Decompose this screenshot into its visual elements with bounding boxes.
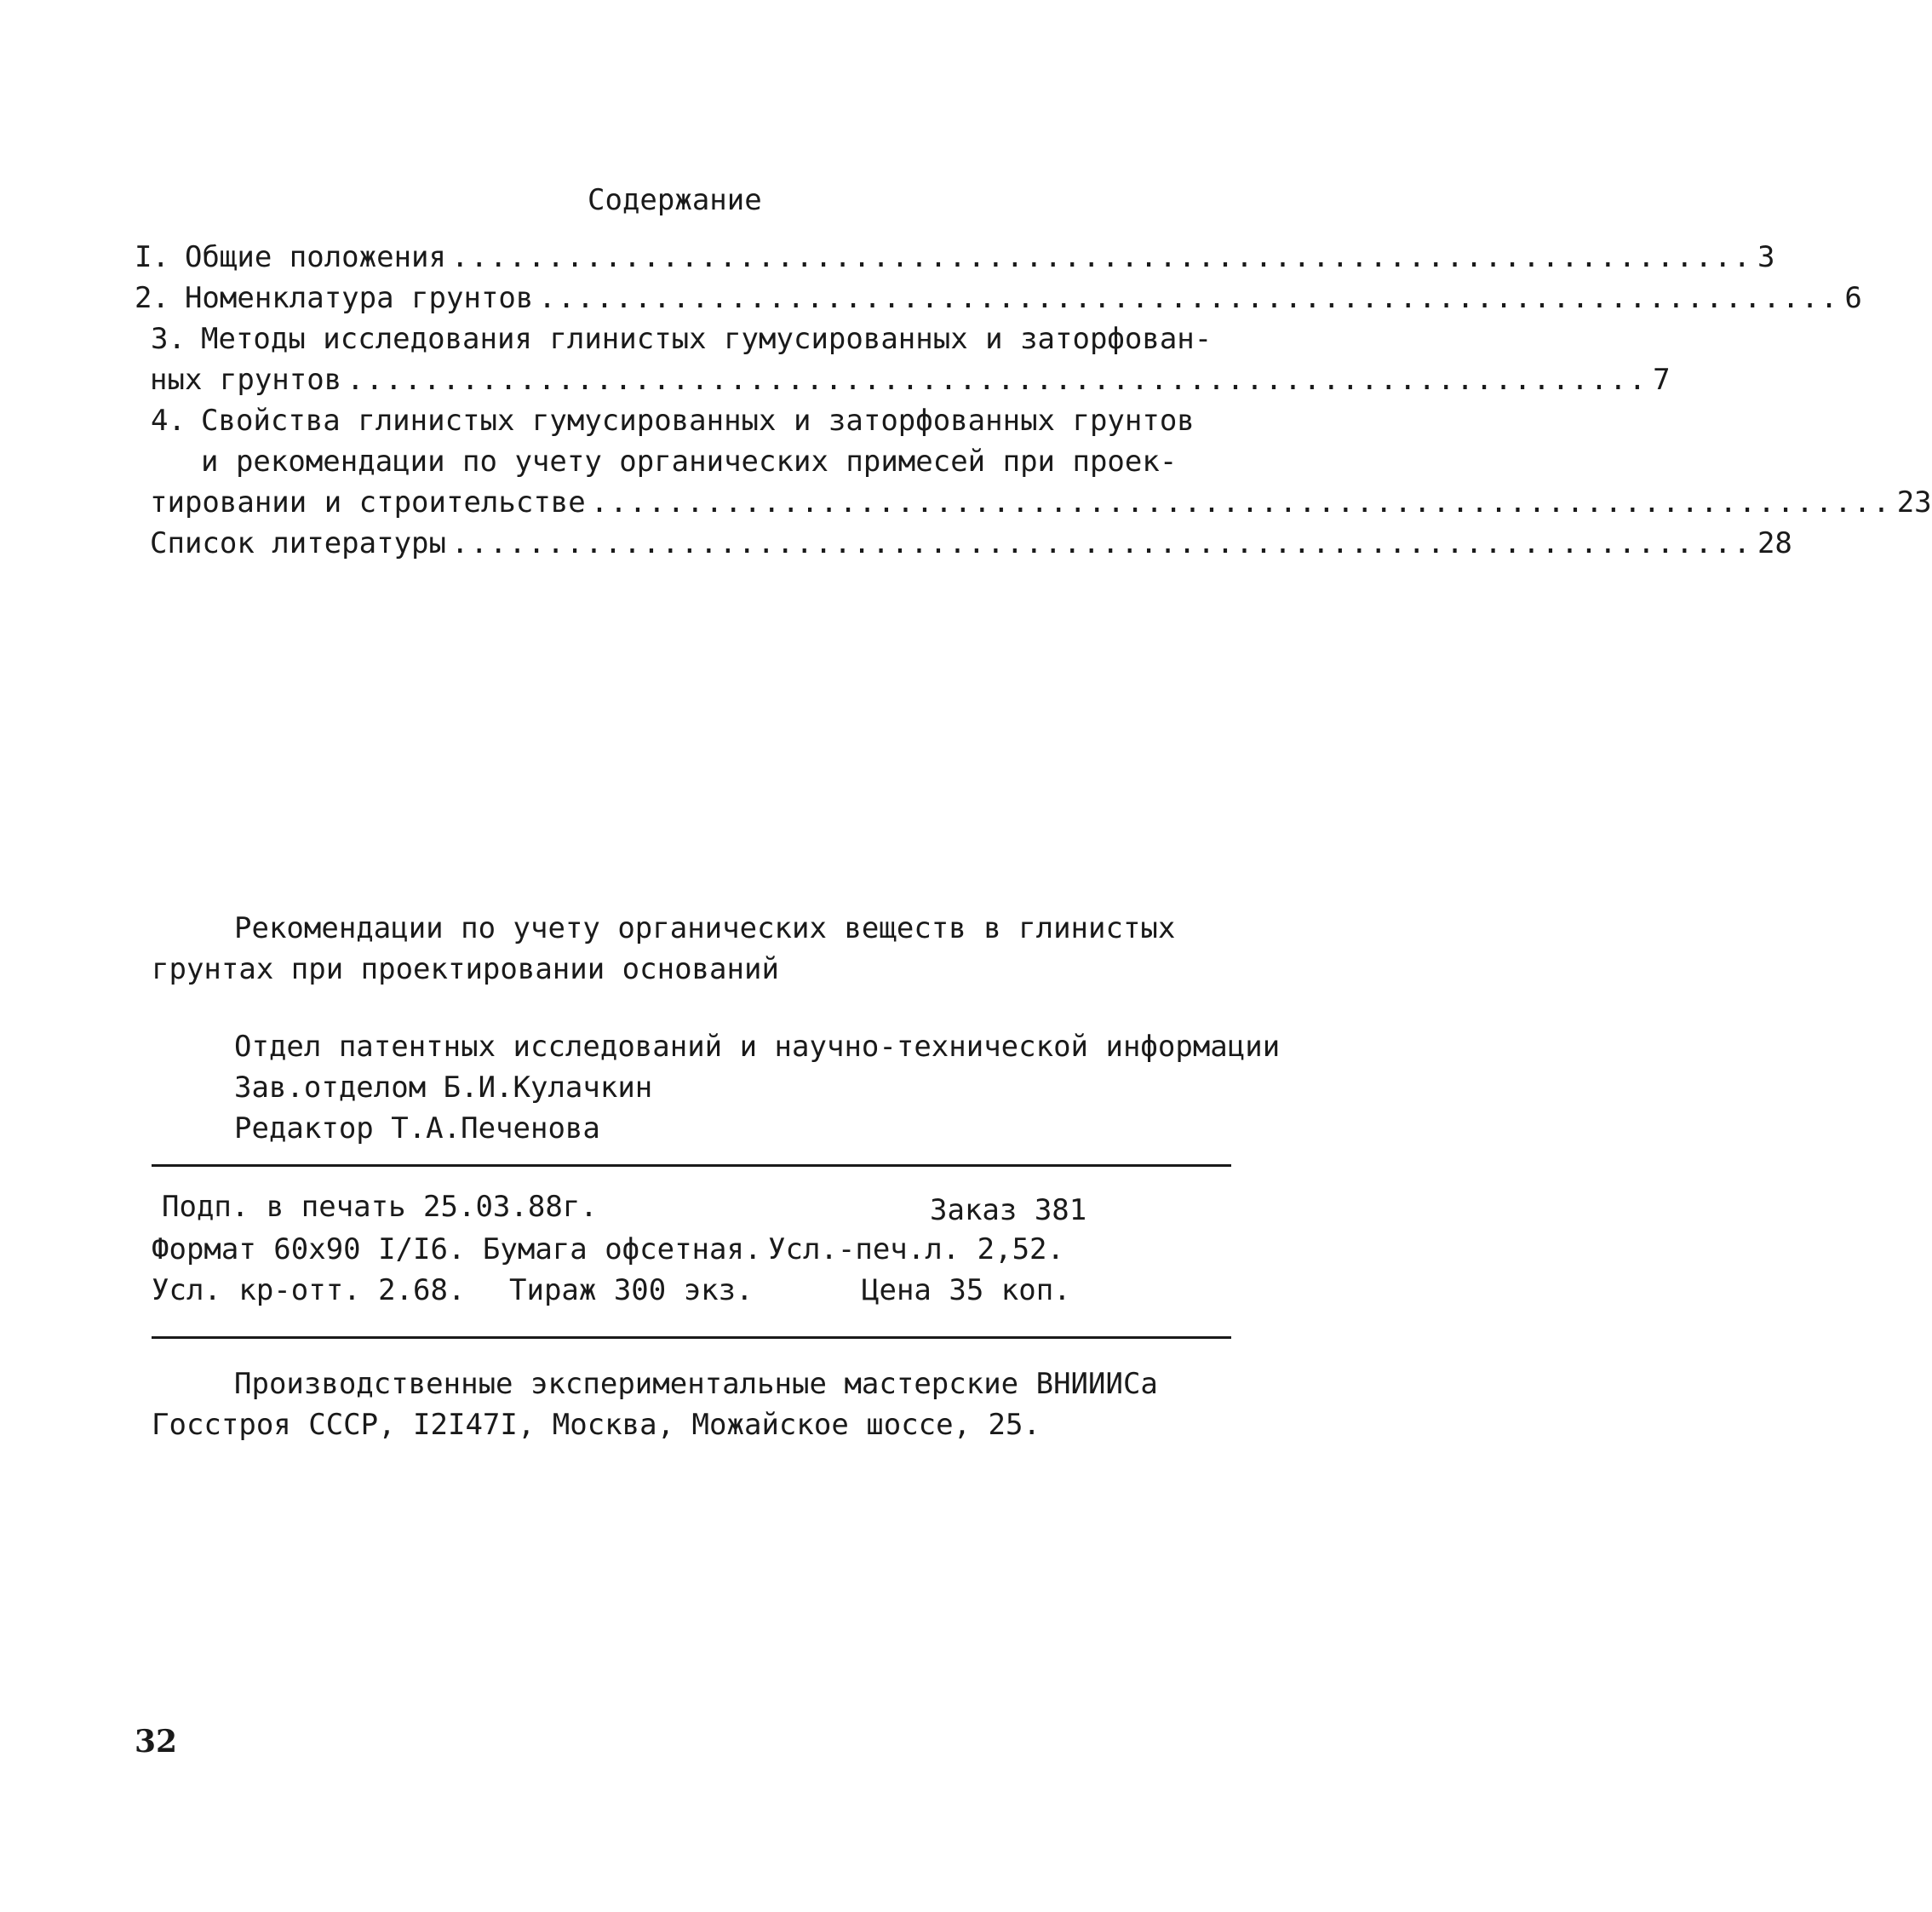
toc-item-number: I.: [135, 240, 169, 274]
department-head: Зав.отделом Б.И.Кулачкин: [234, 1071, 653, 1105]
toc-leader-dots: ....................................................................: [451, 526, 1752, 560]
circulation: Тираж 300 экз.: [509, 1273, 754, 1307]
toc-item-continued: [135, 445, 1218, 479]
toc-item-text: и рекомендации по учету органических примесей при проек-: [201, 445, 1178, 479]
toc-item-page: 7: [1653, 363, 1671, 397]
divider-bottom: [152, 1336, 1231, 1339]
toc-item-continued: [135, 485, 1932, 520]
toc-item-text: Общие положения: [184, 240, 446, 274]
publisher-line1: Производственные экспериментальные мастерские ВНИИИСа: [234, 1367, 1158, 1401]
toc-item-number: 3.: [151, 322, 186, 356]
toc-item-text: Список литературы: [150, 526, 446, 560]
color-prints: Усл. кр-отт. 2.68.: [152, 1273, 466, 1307]
publisher-line2: Госстроя СССР, I2I47I, Москва, Можайское шоссе, 25.: [152, 1408, 1041, 1442]
toc-leader-dots: ....................................................................: [538, 281, 1840, 315]
department: Отдел патентных исследований и научно-технической информации: [234, 1030, 1281, 1064]
toc-item-number: 4.: [151, 404, 186, 438]
printed-sheets: Усл.-печ.л. 2,52.: [768, 1232, 1064, 1266]
toc-leader-dots: ....................................................................: [347, 363, 1648, 397]
publication-title-line1: Рекомендации по учету органических веществ в глинистых: [234, 911, 1176, 945]
toc-item: [135, 281, 1862, 315]
editor: Редактор Т.А.Печенова: [234, 1111, 600, 1145]
toc-item-page: 23: [1896, 485, 1932, 520]
toc-item-continued: [135, 363, 1671, 397]
divider-top: [152, 1164, 1231, 1167]
order-number: Заказ 381: [930, 1193, 1087, 1227]
contents-title: Содержание: [588, 183, 762, 217]
toc-item-page: 6: [1844, 281, 1862, 315]
toc-leader-dots: ....................................................................: [590, 485, 1892, 520]
signed-to-print: Подп. в печать 25.03.88г.: [162, 1190, 598, 1224]
toc-item: [135, 526, 1792, 560]
toc-leader-dots: ....................................................................: [451, 240, 1752, 274]
toc-item-text: Свойства глинистых гумусированных и заторфованных грунтов: [201, 404, 1195, 438]
page-number: 32: [135, 1724, 178, 1760]
toc-item-text: тировании и строительстве: [150, 485, 586, 520]
toc-item: [135, 322, 1218, 356]
toc-item: [135, 404, 1218, 438]
toc-item-text: Методы исследования глинистых гумусированных и заторфован-: [201, 322, 1213, 356]
price: Цена 35 коп.: [862, 1273, 1071, 1307]
toc-item-text: ных грунтов: [150, 363, 342, 397]
toc-item-text: Номенклатура грунтов: [184, 281, 534, 315]
toc-item: [135, 240, 1775, 274]
toc-item-number: 2.: [135, 281, 169, 315]
format-paper: Формат 60х90 I/I6. Бумага офсетная.: [152, 1232, 762, 1266]
publication-title-line2: грунтах при проектировании оснований: [152, 952, 779, 986]
toc-item-page: 3: [1757, 240, 1775, 274]
toc-item-page: 28: [1757, 526, 1792, 560]
